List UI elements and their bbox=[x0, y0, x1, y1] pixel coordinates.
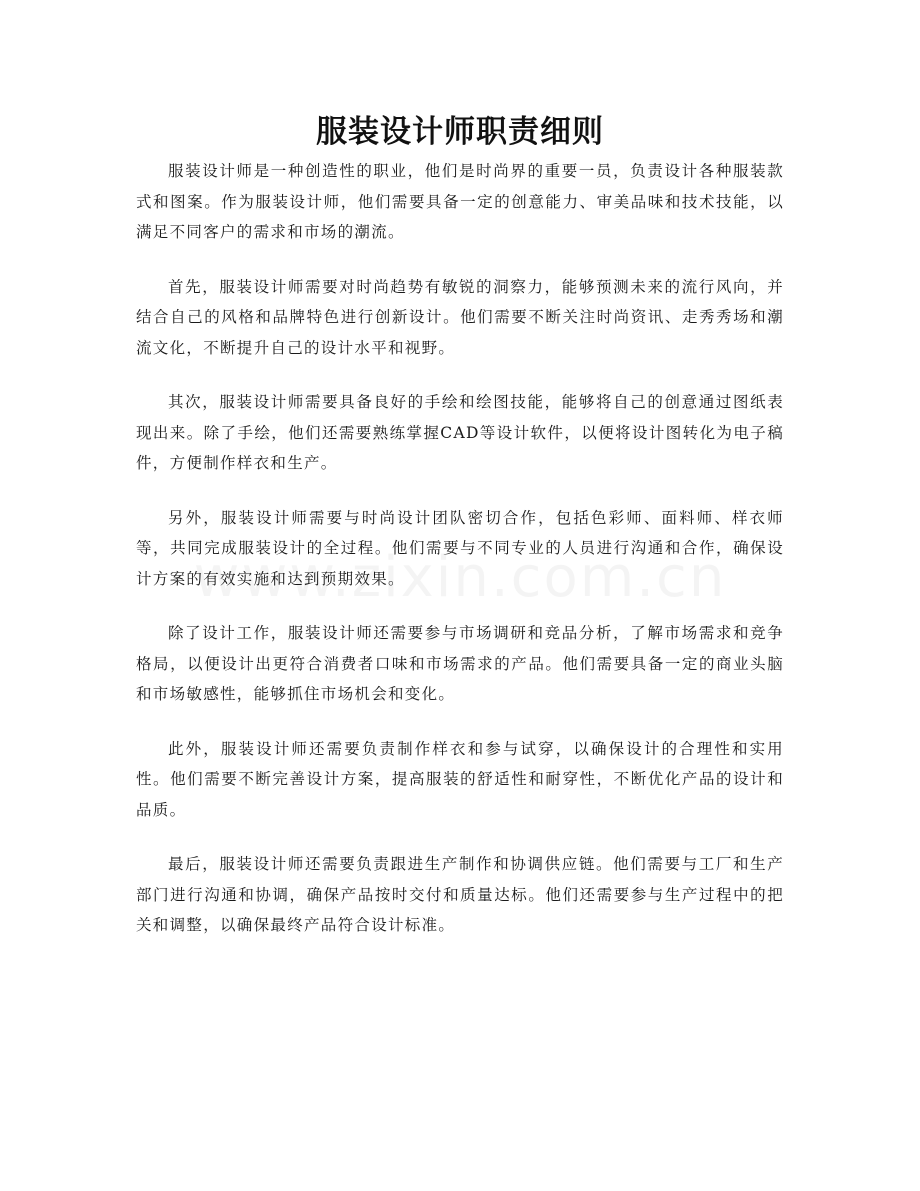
page-title: 服装设计师职责细则 bbox=[316, 114, 604, 150]
paragraph: 除了设计工作，服装设计师还需要参与市场调研和竞品分析，了解市场需求和竞争格局，以便设计出更符合消费者口味和市场需求的产品。他们需要具备一定的商业头脑和市场敏感性，能够抓住市场机会和变化。 bbox=[136, 624, 784, 703]
paragraph: 首先，服装设计师需要对时尚趋势有敏锐的洞察力，能够预测未来的流行风向，并结合自己的风格和品牌特色进行创新设计。他们需要不断关注时尚资讯、走秀秀场和潮流文化，不断提升自己的设计水平和视野。 bbox=[136, 277, 784, 357]
document-body bbox=[136, 156, 784, 965]
paragraph: 最后，服装设计师还需要负责跟进生产制作和协调供应链。他们需要与工厂和生产部门进行沟通和协调，确保产品按时交付和质量达标。他们还需要参与生产过程中的把关和调整，以确保最终产品符合设计标准。 bbox=[136, 855, 784, 934]
paragraph: 此外，服装设计师还需要负责制作样衣和参与试穿，以确保设计的合理性和实用性。他们需要不断完善设计方案，提高服装的舒适性和耐穿性，不断优化产品的设计和品质。 bbox=[136, 739, 784, 819]
paragraph: 另外，服装设计师需要与时尚设计团队密切合作，包括色彩师、面料师、样衣师等，共同完成服装设计的全过程。他们需要与不同专业的人员进行沟通和合作，确保设计方案的有效实施和达到预期效果。 bbox=[136, 508, 784, 588]
paragraph: 服装设计师是一种创造性的职业，他们是时尚界的重要一员，负责设计各种服装款式和图案。作为服装设计师，他们需要具备一定的创意能力、审美品味和技术技能，以满足不同客户的需求和市场的潮流。 bbox=[136, 162, 784, 241]
paragraph: 其次，服装设计师需要具备良好的手绘和绘图技能，能够将自己的创意通过图纸表现出来。除了手绘，他们还需要熟练掌握CAD等设计软件，以便将设计图转化为电子稿件，方便制作样衣和生产。 bbox=[136, 393, 784, 472]
